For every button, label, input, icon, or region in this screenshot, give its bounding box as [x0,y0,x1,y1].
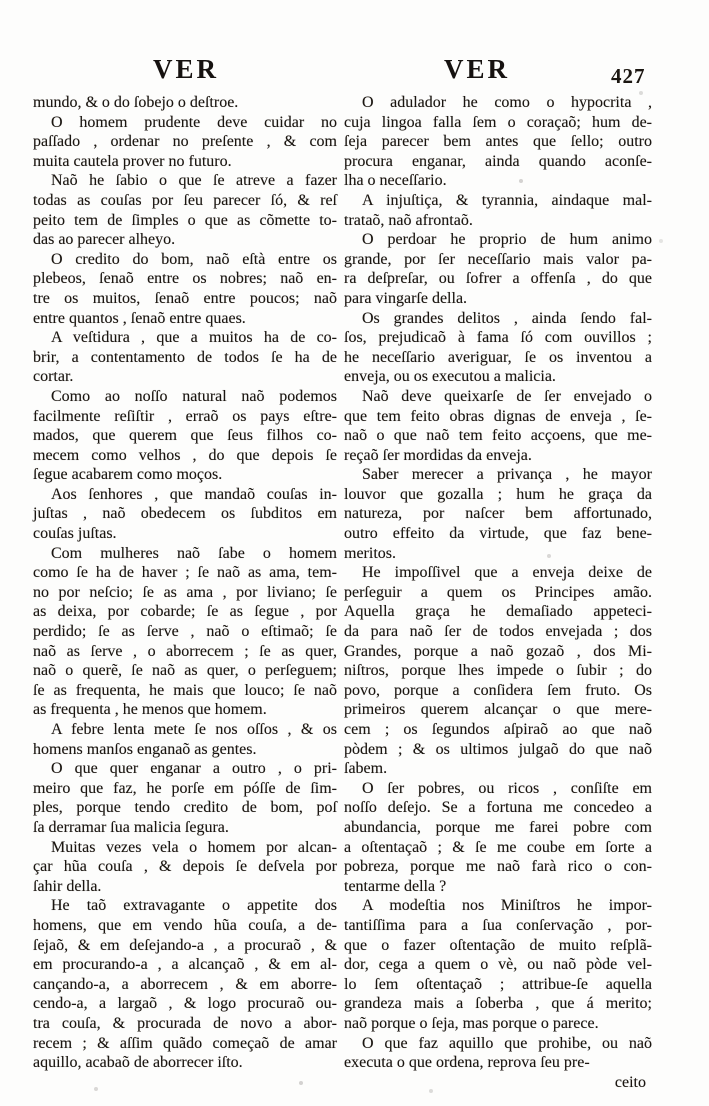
text-line: pobreza, porque me naõ farà rico o con- [344,858,652,876]
running-head-left: VER [152,54,220,84]
text-line: ſe as frequenta, he mais que louco; ſe naõ [33,681,337,699]
paragraph [344,563,652,779]
paragraph [344,93,652,191]
text-line: tra couſa, & procurada de novo a abor- [33,1014,337,1032]
text-line: ples, porque tendo credito de bom, poſ [33,799,337,817]
text-line: paſſado , ordenar no preſente , & com [33,133,337,151]
text-line: enveja, ou os executou a malicia. [344,368,556,386]
text-line: em procurando-a , a alcançaõ , & em al- [33,956,337,974]
paragraph [344,230,652,308]
text-line: meiro que faz, he porſe em póſſe de ſim- [33,779,337,797]
text-line: ſahir della. [33,877,102,895]
text-column-left [33,93,337,1073]
text-line: que o fazer oſtentação de muito reſplã- [344,936,652,954]
text-line: A febre lenta mete ſe nos oſſos , & os [51,721,337,738]
text-line: cendo-a, a largaõ , & logo procuraõ ou- [33,995,337,1013]
text-line: aquillo, acabaõ de aborrecer iſto. [33,1054,243,1072]
text-line: O perdoar he proprio de hum animo [362,231,652,249]
running-head-right: VER [443,54,511,84]
text-line: Naõ deve queixarſe de ſer envejado o [362,387,652,405]
text-line: povo, porque a conſidera ſem fruto. Os [344,681,652,699]
text-line: homens, que em vendo hũa couſa, a de- [33,916,337,934]
paragraph [33,544,337,720]
text-line: A veſtidura , que a muitos ha de co- [51,329,337,347]
paragraph [33,896,337,1072]
text-line: como ſe ha de haver ; ſe naõ as ama, tem- [33,564,337,582]
text-line: naõ porque o ſeja, mas porque o parece. [344,1014,599,1032]
text-line: as deixa, por cobarde; ſe as ſegue , por [33,603,337,621]
text-line: naõ as ſerve , o aborrecem ; ſe as quer, [33,642,337,660]
paragraph [344,896,652,1033]
text-line: natureza, por naſcer bem affortunado, [344,505,652,523]
paragraph [344,1034,652,1073]
text-line: peito tem de ſimples o que as cõmette to- [33,211,337,229]
paragraph [344,309,652,387]
paragraph [33,720,337,759]
text-line: executa o que ordena, reprova ſeu pre- [344,1054,590,1072]
text-line: outro effeito da virtude, que faz bene- [344,525,652,543]
text-line: mundo, & o do ſobejo o deſtroe. [33,94,239,111]
paragraph [33,93,337,113]
text-line: couſas juſtas. [33,525,117,543]
text-line: He impoſſivel que a enveja deixe de [362,564,652,582]
text-line: plebeos, ſenaõ entre os nobres; naõ en- [33,270,337,288]
paragraph [33,387,337,485]
text-line: he neceſſario averiguar, ſe os inventou a [344,348,652,366]
scan-speckles [0,0,2,2]
text-line: ſejaõ, & em deſejando-a , a procuraõ , & [33,936,337,954]
text-line: O ſer pobres, ou ricos , conſiſte em [362,779,652,797]
page-number: 427 [611,64,646,88]
text-line: çar hũa couſa , & depois ſe deſvela por [33,858,337,876]
text-line: homens manſos enganaõ as gentes. [33,740,257,758]
text-line: facilmente reſiſtir , erraõ os pays eſtre- [33,407,337,425]
paragraph [344,465,652,563]
text-line: Com mulheres naõ ſabe o homem [51,544,337,562]
text-line: brir, a contentamento de todos ſe ha de [33,348,337,366]
text-line: A injuſtiça, & tyrannia, aindaque mal- [362,191,652,209]
text-line: Grandes, porque a naõ gozaõ , dos Mi- [344,642,652,660]
text-line: no por neſcio; ſe as ama , por liviano; ſe [33,583,337,601]
text-line: as frequenta , he menos que homem. [33,701,267,719]
text-line: muita cautela prover no futuro. [33,152,232,170]
text-line: A modeſtia nos Miniſtros he impor- [362,897,652,915]
paragraph [344,387,652,465]
text-line: ra deſpreſar, ou ſofrer a offenſa , do que [344,270,652,288]
text-line: O adulador he como o hypocrita , [362,94,652,111]
text-line: Aquella graça he demaſiado appeteci- [344,603,652,621]
text-line: procura enganar, ainda quando aconſe- [344,152,652,170]
text-line: perdido; ſe as ſerve , naõ o eſtimaõ; ſe [33,623,337,641]
text-line: trataõ, naõ afrontaõ. [344,211,473,229]
text-line: cuja lingoa falla ſem o coraçaõ; hum de- [344,113,652,131]
paragraph [33,113,337,172]
text-line: juſtas , naõ obedecem os ſubditos em [33,505,337,523]
text-line: cortar. [33,368,74,386]
text-line: tentarme della ? [344,877,447,895]
text-line: meritos. [344,544,396,562]
text-line: lo ſem oſtentaçaõ ; attribue-ſe aquella [344,975,652,993]
paragraph [33,171,337,249]
text-line: das ao parecer alheyo. [33,231,176,249]
text-line: dor, cega a quem o vè, ou naõ pòde vel- [344,956,652,974]
text-line: Como ao noſſo natural naõ podemos [51,387,337,405]
text-line: pòdem ; & os ultimos julgaõ do que naõ [344,740,652,758]
text-line: tantiſſima para a ſua conſervação , por- [344,916,652,934]
text-line: para vingarſe della. [344,289,468,307]
text-line: naõ o querẽ, ſe naõ as quer, o perſeguem; [33,662,337,680]
text-line: a oſtentaçaõ ; & ſe me coube em ſorte a [344,838,652,856]
text-line: ſos, prejudicaõ à fama ſó com ouvillos ; [344,329,652,347]
text-line: todas as couſas por ſeu parecer ſó, & reſ [33,191,337,209]
text-line: lha o neceſſario. [344,172,447,190]
text-line: ſa derramar ſua malicia ſegura. [33,818,229,836]
text-column-right [344,93,652,1092]
text-line: primeiros querem alcançar o que mere- [344,701,652,719]
text-line: ſegue acabarem como moços. [33,466,223,484]
text-line: recem ; & aſſim quãdo começaõ de amar [33,1034,337,1052]
paragraph [33,328,337,387]
text-line: cem ; os ſegundos aſpiraõ ao que naõ [344,721,652,738]
text-line: entre quantos , ſenaõ entre quaes. [33,309,246,327]
text-line: O que quer enganar a outro , o pri- [51,760,337,778]
text-line: que tem feito obras dignas de enveja , ſe- [344,407,652,425]
text-line: Naõ he ſabio o que ſe atreve a fazer [51,172,337,190]
text-line: mados, que querem que ſeus filhos co- [33,427,337,445]
paragraph [33,759,337,837]
text-line: O homem prudente deve cuidar no [51,113,337,131]
text-line: naõ o que naõ tem feito acçoens, que me- [344,427,652,445]
text-line: ſabem. [344,760,388,778]
paragraph [33,485,337,544]
text-line: Saber merecer a privança , he mayor [362,466,652,484]
paragraph [33,838,337,897]
text-line: Aos ſenhores , que mandaõ couſas in- [51,485,337,503]
catchword: ceito [614,1073,646,1091]
paragraph [33,250,337,328]
text-line: ſeja parecer bem antes que ſello; outro [344,133,652,151]
paragraph [344,779,652,897]
text-line: grandeza mais a ſoberba , que á merito; [344,995,652,1013]
text-line: niſtros, porque lhes impede o ſubir ; do [344,662,652,680]
text-line: mecem como velhos , do que depois ſe [33,446,337,464]
text-line: O credito do bom, naõ eſtà entre os [51,250,337,268]
text-line: Muitas vezes vela o homem por alcan- [51,838,337,856]
text-line: abundancia, porque me farei pobre com [344,818,652,836]
text-line: grande, por ſer neceſſario mais valor pa- [344,250,652,268]
text-line: Os grandes delitos , ainda ſendo fal- [362,309,652,327]
text-line: da para naõ ſer de todos envejada ; dos [344,623,652,641]
text-line: louvor que gozalla ; hum he graça da [344,485,652,503]
text-line: tre os muitos, ſenaõ entre poucos; naõ [33,289,337,307]
text-line: reçaõ ſer mordidas da enveja. [344,446,532,464]
text-line: He taõ extravagante o appetite dos [51,897,337,915]
paragraph [344,191,652,230]
text-line: noſſo deſejo. Se a fortuna me concedeo a [344,799,652,817]
text-line: O que faz aquillo que prohibe, ou naõ [362,1034,652,1052]
text-line: cançando-a, a aborrecem , & em aborre- [33,975,337,993]
text-line: perſeguir a quem os Principes amão. [344,583,652,601]
